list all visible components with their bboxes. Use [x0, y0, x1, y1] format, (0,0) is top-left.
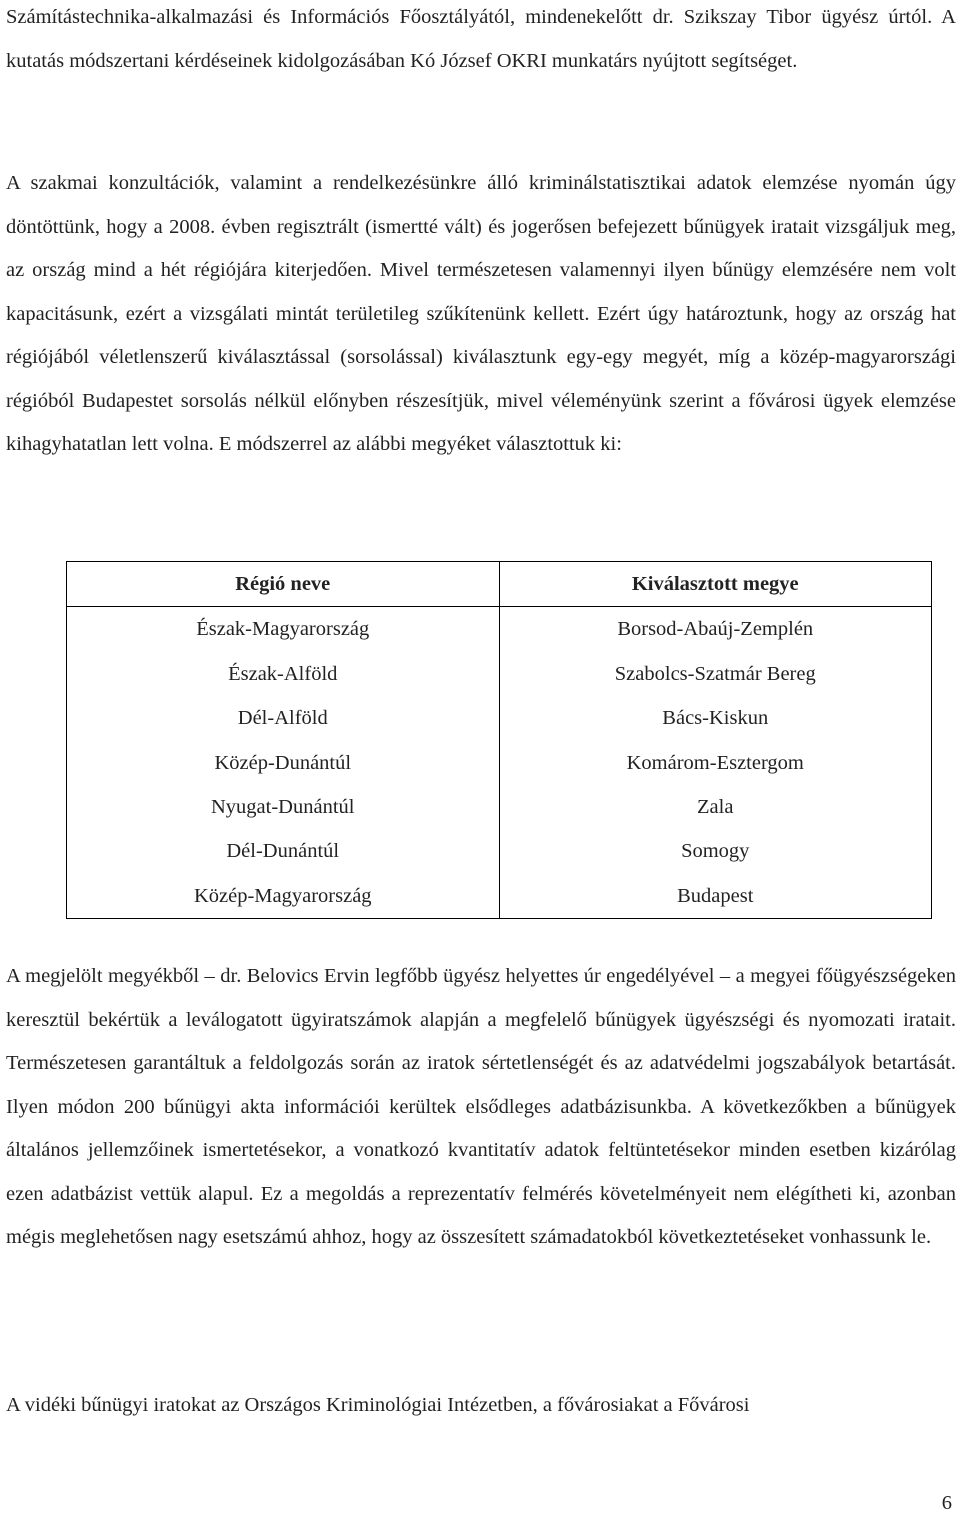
table-row — [67, 874, 932, 919]
page-number: 6 — [941, 1492, 952, 1514]
county-cell: Komárom-Esztergom — [499, 741, 932, 785]
table-header-row — [67, 562, 932, 607]
paragraph-methodology: A szakmai konzultációk, valamint a rendelkezésünkre álló kriminálstatisztikai adatok elemzése nyomán úgy döntöttünk, hogy a 2008. évben regisztrált (ismertté vált) és jogerősen befejezett bűnügyek iratait vizsgáljuk meg, az ország mind a hét régiójára kiterjedően. Mivel természetesen valamennyi ilyen bűnügy elemzésére nem volt kapacitásunk, ezért a vizsgálati mintát területileg szűkítenünk kellett. Ezért úgy határoztunk, hogy az ország hat régiójából véletlenszerű kiválasztással (sorsolással) kiválasztunk egy-egy megyét, míg a közép-magyarországi régióból Budapestet sorsolás nélkül előnyben részesítjük, mivel véleményünk szerint a fővárosi ügyek elemzése kihagyhatatlan lett volna. E módszerrel az alábbi megyéket választottuk ki: — [6, 172, 956, 455]
table-row — [67, 607, 932, 652]
region-cell: Közép-Dunántúl — [214, 751, 352, 774]
region-cell: Nyugat-Dunántúl — [211, 796, 355, 819]
county-cell: Bács-Kiskun — [499, 696, 932, 740]
county-cell: Szabolcs-Szatmár Bereg — [499, 652, 932, 696]
table-row — [67, 652, 932, 696]
table-row — [67, 829, 932, 873]
table-row — [67, 696, 932, 740]
county-cell: Budapest — [499, 874, 932, 919]
county-cell: Zala — [499, 785, 932, 829]
table-row — [67, 785, 932, 829]
paragraph-data-collection: A megjelölt megyékből – dr. Belovics Ervin legfőbb ügyész helyettes úr engedélyével – a megyei főügyészségeken keresztül bekértük a leválogatott ügyiratszámok alapján a megfelelő bűnügyek ügyészségi és nyomozati iratait. Természetesen garantáltuk a feldolgozás során az iratok sértetlenségét és az adatvédelmi jogszabályok betartását. Ilyen módon 200 bűnügyi akta információi kerültek elsődleges adatbázisunkba. A következőkben a bűnügyek általános jellemzőinek ismertetésekor, a vonatkozó kvantitatív adatok feltüntetésekor minden esetben kizárólag ezen adatbázist vettük alapul. Ez a megoldás a reprezentatív felmérés követelményeit nem elégítheti ki, azonban mégis meglehetősen nagy esetszámú ahhoz, hogy az összesített számadatokból következtetéseket vonhassunk le. — [6, 965, 956, 1248]
region-cell: Dél-Dunántúl — [226, 840, 340, 863]
column-header-county: Kiválasztott megye — [499, 562, 932, 607]
county-cell: Borsod-Abaúj-Zemplén — [499, 607, 932, 652]
column-header-region: Régió neve — [67, 562, 500, 607]
paragraph-intro-acknowledgement: Számítástechnika-alkalmazási és Információs Főosztályától, mindenekelőtt dr. Szikszay Tibor ügyész úrtól. A kutatás módszertani kérdéseinek kidolgozásában Kó József OKRI munkatárs nyújtott segítséget. — [6, 6, 956, 72]
table-row — [67, 741, 932, 785]
region-county-table — [66, 561, 932, 919]
region-cell: Dél-Alföld — [237, 707, 328, 730]
paragraph-document-location: A vidéki bűnügyi iratokat az Országos Kriminológiai Intézetben, a fővárosiakat a Fővárosi — [6, 1394, 750, 1416]
region-cell: Közép-Magyarország — [193, 884, 372, 907]
county-cell: Somogy — [499, 829, 932, 873]
region-cell: Észak-Magyarország — [196, 618, 370, 641]
region-cell: Észak-Alföld — [228, 662, 338, 685]
